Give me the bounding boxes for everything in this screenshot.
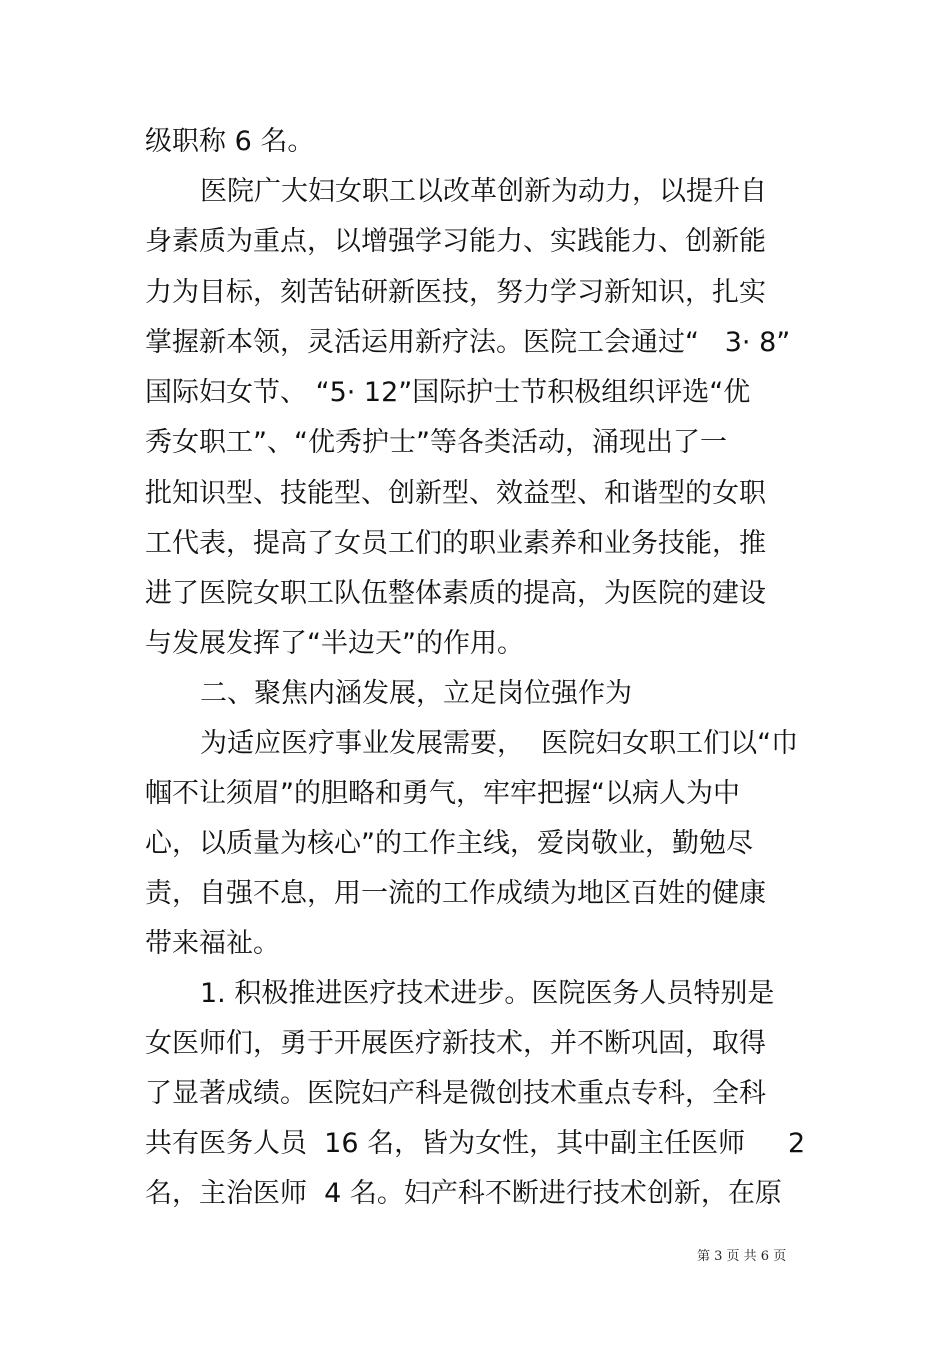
body-line-20: 了显著成绩。医院妇产科是微创技术重点专科，全科 [145,1078,766,1109]
body-line-3: 身素质为重点，以增强学习能力、实践能力、创新能 [145,226,766,257]
body-line-1: 级职称 6 名。 [145,126,315,157]
body-line-15: 心，以质量为核心”的工作主线，爱岗敬业，勤勉尽 [145,828,753,859]
body-line-17: 带来福祉。 [145,928,280,959]
body-line-21: 共有医务人员 16 名，皆为女性，其中副主任医师 2 [145,1128,806,1159]
page-number-footer: 第 3 页 共 6 页 [697,1249,787,1264]
body-line-16: 责，自强不息，用一流的工作成绩为地区百姓的健康 [145,878,766,909]
body-line-6: 国际妇女节、 “5· 12”国际护士节积极组织评选“优 [145,377,751,408]
body-line-11: 与发展发挥了“半边天”的作用。 [145,628,524,659]
section-heading: 二、聚焦内涵发展，立足岗位强作为 [200,678,632,709]
body-line-13: 为适应医疗事业发展需要， 医院妇女职工们以“巾 [200,728,799,759]
body-line-19: 女医师们，勇于开展医疗新技术，并不断巩固，取得 [145,1028,766,1059]
body-line-9: 工代表，提高了女员工们的职业素养和业务技能，推 [145,528,766,559]
body-line-4: 力为目标，刻苦钻研新医技，努力学习新知识，扎实 [145,277,766,308]
body-line-2: 医院广大妇女职工以改革创新为动力，以提升自 [200,176,767,207]
body-line-10: 进了医院女职工队伍整体素质的提高，为医院的建设 [145,578,766,609]
body-line-7: 秀女职工”、“优秀护士”等各类活动，涌现出了一 [145,427,727,458]
body-line-18: 1. 积极推进医疗技术进步。医院医务人员特别是 [200,978,775,1009]
body-line-14: 帼不让须眉”的胆略和勇气，牢牢把握“以病人为中 [145,778,740,809]
body-line-5: 掌握新本领，灵活运用新疗法。医院工会通过“ 3· 8” [145,327,791,358]
body-line-22: 名，主治医师 4 名。妇产科不断进行技术创新，在原 [145,1178,782,1209]
body-line-8: 批知识型、技能型、创新型、效益型、和谐型的女职 [145,478,766,509]
